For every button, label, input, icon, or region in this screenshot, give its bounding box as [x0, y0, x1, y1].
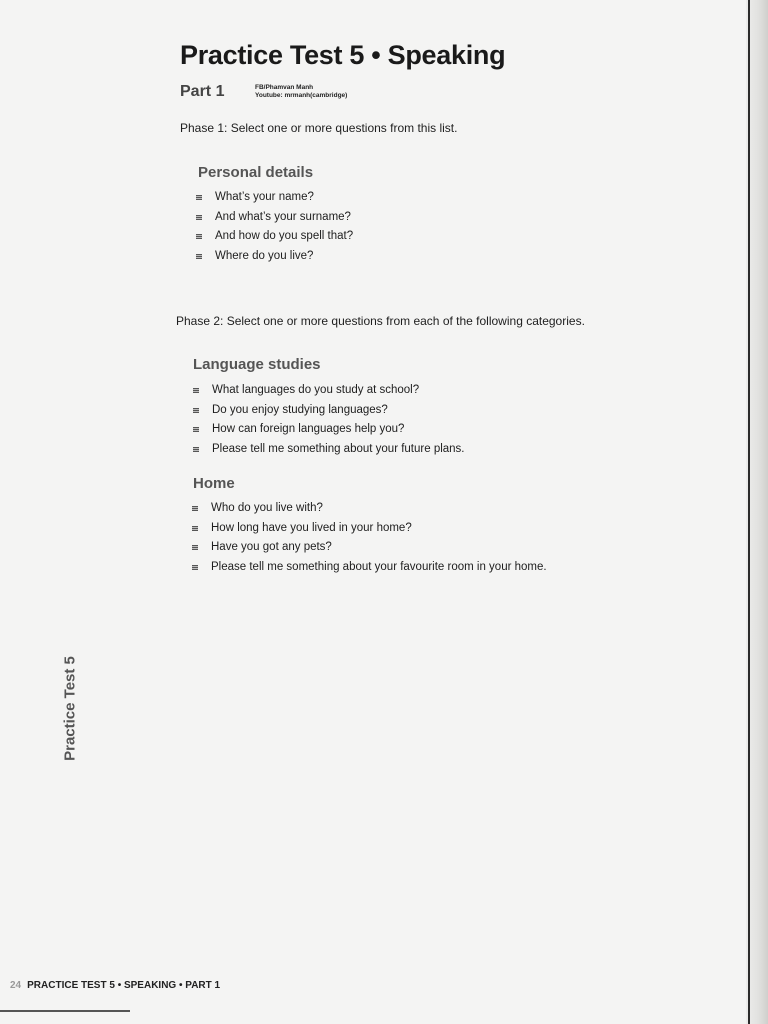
square-bullet-icon — [196, 215, 202, 220]
square-bullet-icon — [193, 388, 199, 393]
credit-block — [255, 84, 347, 100]
question-text: Where do you live? — [215, 249, 314, 262]
question-text: Do you enjoy studying languages? — [212, 403, 388, 416]
list-item — [192, 538, 547, 558]
credit-line-2: Youtube: mrmanh(cambridge) — [255, 92, 348, 99]
square-bullet-icon — [192, 506, 198, 511]
question-text: Please tell me something about your favourite room in your home. — [211, 560, 547, 573]
square-bullet-icon — [192, 526, 198, 531]
square-bullet-icon — [192, 565, 198, 570]
footer-text: PRACTICE TEST 5 • SPEAKING • PART 1 — [27, 980, 221, 991]
question-text: And how do you spell that? — [215, 230, 354, 243]
question-text: Have you got any pets? — [211, 541, 332, 554]
square-bullet-icon — [196, 254, 202, 259]
phase-2-instruction: Phase 2: Select one or more questions from each of the following categories. — [176, 314, 585, 328]
square-bullet-icon — [192, 545, 198, 550]
question-text: How can foreign languages help you? — [212, 423, 405, 436]
page-title: Practice Test 5 • Speaking — [180, 40, 506, 70]
question-list-home — [192, 499, 547, 577]
list-item — [193, 381, 465, 401]
list-item — [193, 440, 465, 460]
square-bullet-icon — [193, 408, 199, 413]
list-item — [193, 401, 465, 421]
list-item — [196, 208, 353, 228]
square-bullet-icon — [196, 234, 202, 239]
square-bullet-icon — [196, 195, 202, 200]
list-item — [192, 558, 547, 578]
question-text: How long have you lived in your home? — [211, 521, 412, 534]
question-text: Who do you live with? — [211, 502, 323, 514]
footer-rule — [0, 1010, 130, 1012]
question-list-language-studies — [193, 381, 465, 459]
page-edge-line — [748, 0, 750, 1024]
list-item — [196, 247, 353, 267]
page-footer — [10, 980, 220, 991]
question-text: Please tell me something about your future plans. — [212, 442, 465, 455]
list-item — [196, 227, 353, 247]
page-number: 24 — [10, 980, 22, 991]
list-item — [192, 519, 547, 539]
section-heading-home: Home — [193, 475, 235, 492]
question-text: And what’s your surname? — [215, 210, 351, 223]
question-list-personal-details — [196, 188, 353, 266]
square-bullet-icon — [193, 447, 199, 452]
section-heading-personal-details: Personal details — [198, 164, 314, 181]
question-text: What languages do you study at school? — [212, 384, 420, 396]
sidebar-vertical-title: Practice Test 5 — [61, 656, 79, 761]
square-bullet-icon — [193, 427, 199, 432]
list-item — [196, 188, 353, 208]
credit-line-1: FB/Phamvan Manh — [255, 84, 314, 91]
section-heading-language-studies: Language studies — [193, 356, 321, 373]
question-text: What’s your name? — [215, 191, 314, 203]
phase-1-instruction: Phase 1: Select one or more questions from this list. — [180, 121, 458, 135]
list-item — [192, 499, 547, 519]
list-item — [193, 420, 465, 440]
part-label: Part 1 — [180, 83, 225, 100]
